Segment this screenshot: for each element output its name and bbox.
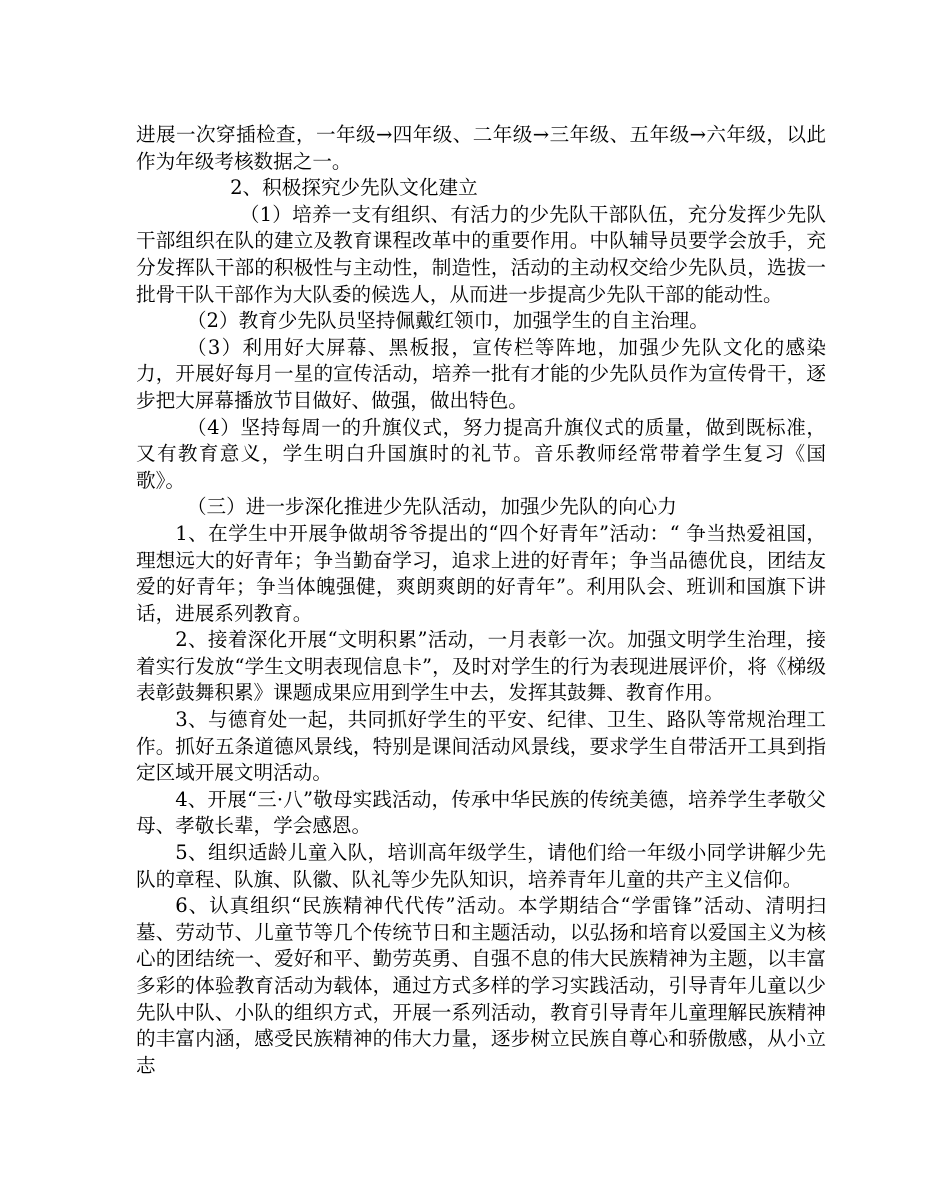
- paragraph-item-4: （4）坚持每周一的升旗仪式，努力提高升旗仪式的质量，做到既标准，又有教育意义，学生明白升国旗时的礼节。音乐教师经常带着学生复习《国歌》。: [136, 415, 826, 492]
- heading-culture: 2、积极探究少先队文化建立: [230, 176, 478, 200]
- paragraph-activity-1: 1、在学生中开展争做胡爷爷提出的“四个好青年”活动：“ 争当热爱祖国，理想远大的好青年；争当勤奋学习，追求上进的好青年；争当品德优良，团结友爱的好青年；争当体魄强健，爽朗爽朗的好青年”。利用队会、班训和国旗下讲话，进展系列教育。: [136, 521, 826, 625]
- paragraph-activity-6: 6、认真组织“民族精神代代传”活动。本学期结合“学雷锋”活动、清明扫墓、劳动节、儿童节等几个传统节日和主题活动，以弘扬和培育以爱国主义为核心的团结统一、爱好和平、勤劳英勇、自强不息的伟大民族精神为主题，以丰富多彩的体验教育活动为载体，通过方式多样的学习实践活动，引导青年儿童以少先队中队、小队的组织方式，开展一系列活动，教育引导青年儿童理解民族精神的丰富内涵，感受民族精神的伟大力量，逐步树立民族自尊心和骄傲感，从小立志: [136, 894, 826, 1077]
- heading-section-3: （三）进一步深化推进少先队活动，加强少先队的向心力: [186, 495, 677, 519]
- paragraph-item-1: （1）培养一支有组织、有活力的少先队干部队伍，充分发挥少先队干部组织在队的建立及教育课程改革中的重要作用。中队辅导员要学会放手，充分发挥队干部的积极性与主动性，制造性，活动的主动权交给少先队员，选拔一批骨干队干部作为大队委的候选人，从而进一步提高少先队干部的能动性。: [136, 202, 826, 306]
- paragraph-item-3: （3）利用好大屏幕、黑板报，宣传栏等阵地，加强少先队文化的感染力，开展好每月一星的宣传活动，培养一批有才能的少先队员作为宣传骨干，逐步把大屏幕播放节目做好、做强，做出特色。: [136, 335, 826, 412]
- paragraph-item-2: （2）教育少先队员坚持佩戴红领巾，加强学生的自主治理。: [186, 309, 709, 333]
- document-page: [136, 122, 826, 1079]
- paragraph-grade-check: 进展一次穿插检查，一年级→四年级、二年级→三年级、五年级→六年级，以此作为年级考核数据之一。: [136, 123, 826, 173]
- paragraph-activity-4: 4、开展“三·八”敬母实践活动，传承中华民族的传统美德，培养学生孝敬父母、孝敬长辈，学会感恩。: [136, 787, 826, 838]
- paragraph-activity-2: 2、接着深化开展“文明积累”活动，一月表彰一次。加强文明学生治理，接着实行发放“学生文明表现信息卡”，及时对学生的行为表现进展评价，将《梯级表彰鼓舞积累》课题成果应用到学生中去，发挥其鼓舞、教育作用。: [136, 628, 826, 705]
- paragraph-activity-5: 5、组织适龄儿童入队，培训高年级学生，请他们给一年级小同学讲解少先队的章程、队旗、队徽、队礼等少先队知识，培养青年儿童的共产主义信仰。: [136, 841, 826, 891]
- paragraph-activity-3: 3、与德育处一起，共同抓好学生的平安、纪律、卫生、路队等常规治理工作。抓好五条道德风景线，特别是课间活动风景线，要求学生自带活开工具到指定区域开展文明活动。: [136, 708, 826, 785]
